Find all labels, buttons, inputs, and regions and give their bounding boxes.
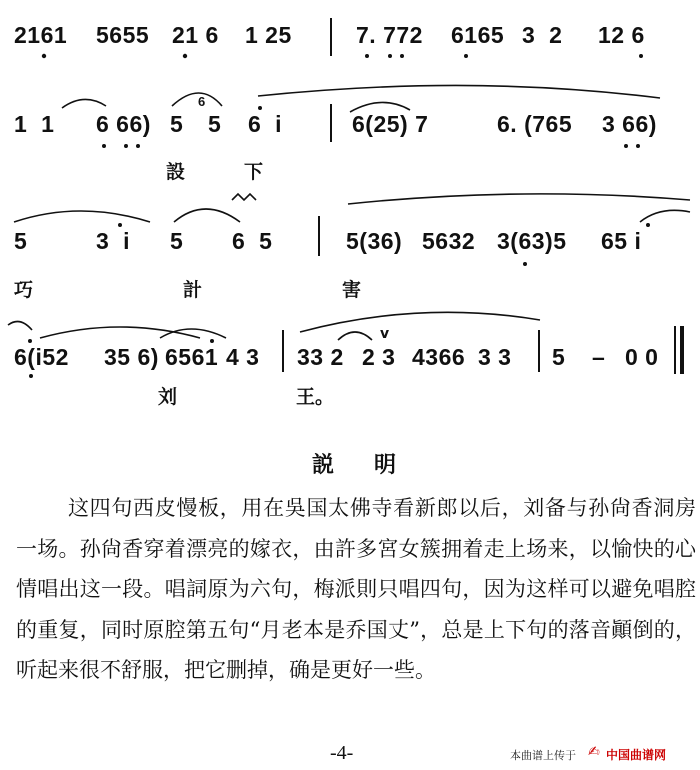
lyric: 巧 [14,279,34,301]
note-group: 6(i52 [14,344,69,370]
note-group: 6 i [248,111,282,137]
explanation-text: 这四句西皮慢板，用在吳国太佛寺看新郎以后，刘备与孙尙香洞房一场。孙尙香穿着漂亮的嫁衣，由許多宮女簇拥着走上场来，以愉快的心情唱出这一段。唱詞原为六句，梅派則只唱四句，因为这样可以避免唱腔的重复，同时原腔第五句“月老本是乔国丈”，总是上下句的落音顚倒的，听起来很不舒服，把它删掉，确是更好一些。 [16,496,696,682]
note-group: 6561 [165,344,219,370]
note-group: 1 1 [14,111,55,137]
note-group: 3 2 [522,22,563,48]
note-group: 1 25 [245,22,292,48]
note-group: 6 66) [96,111,151,137]
note-group: 33 2 [297,344,344,370]
note-group: 7. 772 [356,22,423,48]
lyric: 刘 [158,386,178,408]
note-group: 12 6 [598,22,645,48]
note-group: 2161 [14,22,68,48]
site-logo-icon: ✍ [588,744,600,760]
note-group: 5 [170,228,184,254]
upload-note: 本曲谱上传于 [510,749,576,762]
note-group: 0 0 [625,344,659,370]
lyric: 設 [166,161,186,183]
note-group: 6 5 [232,228,273,254]
lyric: 計 [183,279,203,301]
note-group: 5(36) [346,228,403,254]
site-name: 中国曲谱网 [606,748,667,762]
note-group: 6. (765 [497,111,573,137]
note-group: 2 3 [362,344,396,370]
page-number: -4- [330,742,354,764]
note-group: 3 3 [478,344,512,370]
note-group: 5 [552,344,566,370]
note-group: 21 6 [172,22,219,48]
note-group: 5 [170,111,184,137]
note-group: 3 i [96,228,130,254]
note-group: – [592,344,606,370]
note-group: 4 3 [226,344,260,370]
note-group: 5 [208,111,222,137]
grace-note: 6 [198,94,206,109]
note-group: 6(25) 7 [352,111,429,137]
lyric: 王。 [296,386,335,408]
note-group: 6165 [451,22,505,48]
note-group: 5655 [96,22,150,48]
note-group: 3 66) [602,111,657,137]
note-group: 4366 [412,344,466,370]
note-group: 5 [14,228,28,254]
lyric: 害 [342,279,362,301]
breath-mark: v [380,326,390,342]
explanation-paragraph [16,488,696,691]
lyric: 下 [244,161,264,183]
section-title: 説明 [312,453,437,478]
note-group: 3(63)5 [497,228,567,254]
note-group: 65 i [601,228,642,254]
note-group: 35 6) [104,344,159,370]
note-group: 5632 [422,228,476,254]
